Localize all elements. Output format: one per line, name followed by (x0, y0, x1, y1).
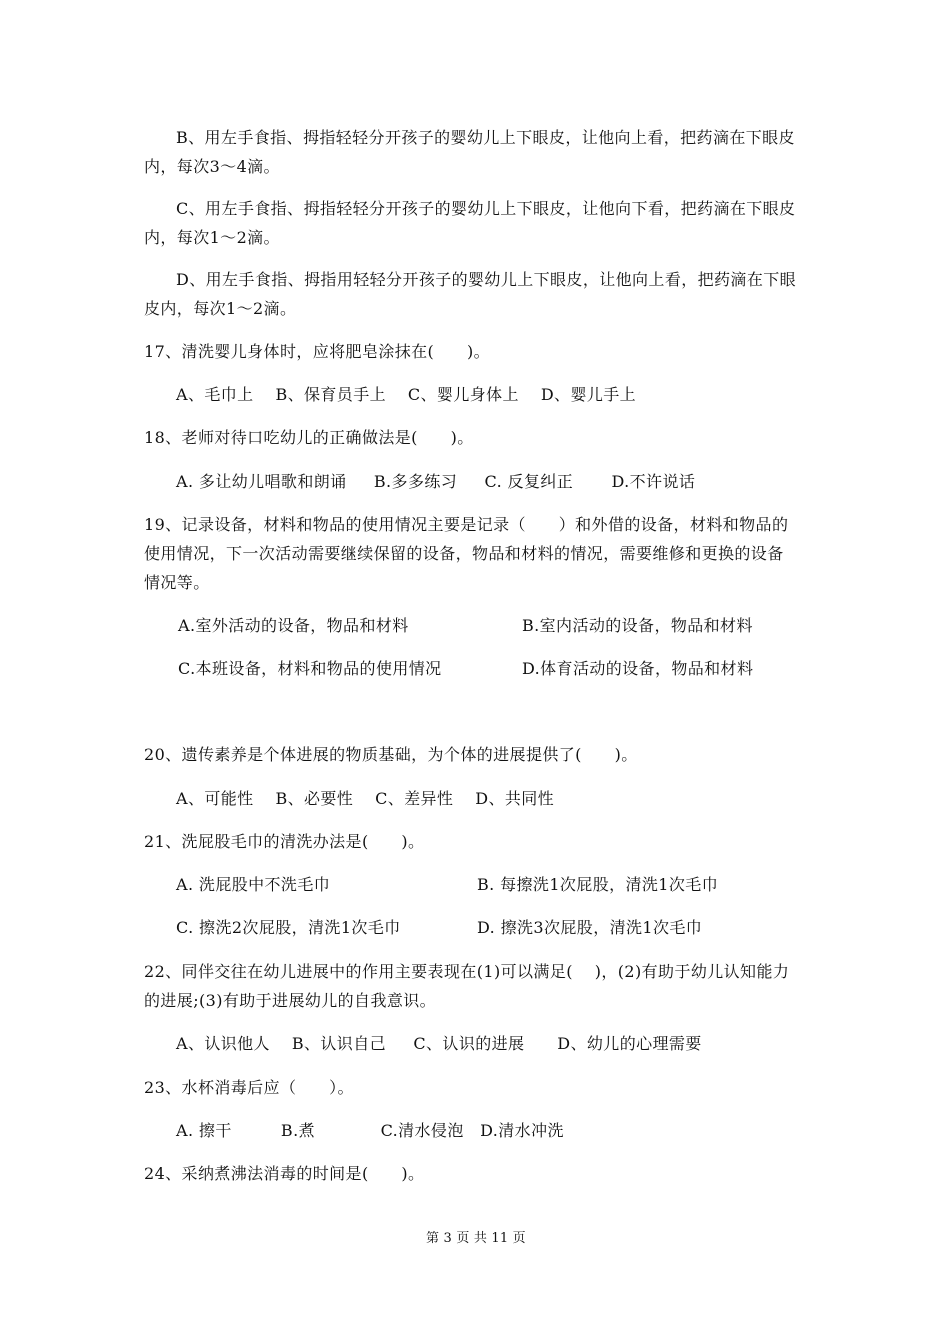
question-19-option-c: C.本班设备，材料和物品的使用情况 (178, 659, 442, 678)
question-18-options: A. 多让幼儿唱歌和朗诵 B.多多练习 C. 反复纠正 D.不许说话 (176, 472, 696, 491)
question-17: 17、清洗婴儿身体时，应将肥皂涂抹在( )。 (144, 342, 491, 361)
question-22-line2: 的进展;(3)有助于进展幼儿的自我意识。 (144, 991, 437, 1010)
question-17-options: A、毛巾上 B、保育员手上 C、婴儿身体上 D、婴儿手上 (176, 385, 637, 404)
q16-option-b-line1: B、用左手食指、拇指轻轻分开孩子的婴幼儿上下眼皮，让他向上看，把药滴在下眼皮 (176, 128, 795, 147)
q16-option-d-line2: 皮内，每次1～2滴。 (144, 299, 297, 318)
question-23: 23、水杯消毒后应（ ）。 (144, 1078, 354, 1097)
q16-option-c-line1: C、用左手食指、拇指轻轻分开孩子的婴幼儿上下眼皮，让他向下看，把药滴在下眼皮 (176, 199, 796, 218)
question-19-line1: 19、记录设备，材料和物品的使用情况主要是记录（ ）和外借的设备，材料和物品的 (144, 515, 789, 534)
q16-option-b-line2: 内，每次3～4滴。 (144, 157, 280, 176)
question-19-option-d: D.体育活动的设备，物品和材料 (522, 659, 754, 678)
question-21-option-d: D. 擦洗3次屁股，清洗1次毛巾 (477, 918, 703, 937)
question-21-option-c: C. 擦洗2次屁股，清洗1次毛巾 (176, 918, 401, 937)
question-18: 18、老师对待口吃幼儿的正确做法是( )。 (144, 428, 474, 447)
q16-option-d-line1: D、用左手食指、拇指用轻轻分开孩子的婴幼儿上下眼皮，让他向上看，把药滴在下眼 (176, 270, 797, 289)
question-19-line2: 使用情况，下一次活动需要继续保留的设备，物品和材料的情况，需要维修和更换的设备 (144, 544, 784, 563)
question-23-options: A. 擦干 B.煮 C.清水侵泡 D.清水冲洗 (176, 1121, 564, 1140)
question-19-option-a: A.室外活动的设备，物品和材料 (178, 616, 409, 635)
question-21-option-b: B. 每擦洗1次屁股，清洗1次毛巾 (477, 875, 719, 894)
question-21: 21、洗屁股毛巾的清洗办法是( )。 (144, 832, 425, 851)
question-22-line1: 22、同伴交往在幼儿进展中的作用主要表现在(1)可以满足( )，(2)有助于幼儿认知能力 (144, 962, 790, 981)
page-footer: 第 3 页 共 11 页 (426, 1231, 526, 1246)
q16-option-c-line2: 内，每次1～2滴。 (144, 228, 280, 247)
question-20: 20、遗传素养是个体进展的物质基础，为个体的进展提供了( )。 (144, 745, 638, 764)
question-19-line3: 情况等。 (144, 573, 210, 592)
question-21-option-a: A. 洗屁股中不洗毛巾 (176, 875, 331, 894)
question-24: 24、采纳煮沸法消毒的时间是( )。 (144, 1164, 425, 1183)
question-22-options: A、认识他人 B、认识自己 C、认识的进展 D、幼儿的心理需要 (176, 1034, 702, 1053)
question-20-options: A、可能性 B、必要性 C、差异性 D、共同性 (176, 789, 555, 808)
question-19-option-b: B.室内活动的设备，物品和材料 (522, 616, 753, 635)
